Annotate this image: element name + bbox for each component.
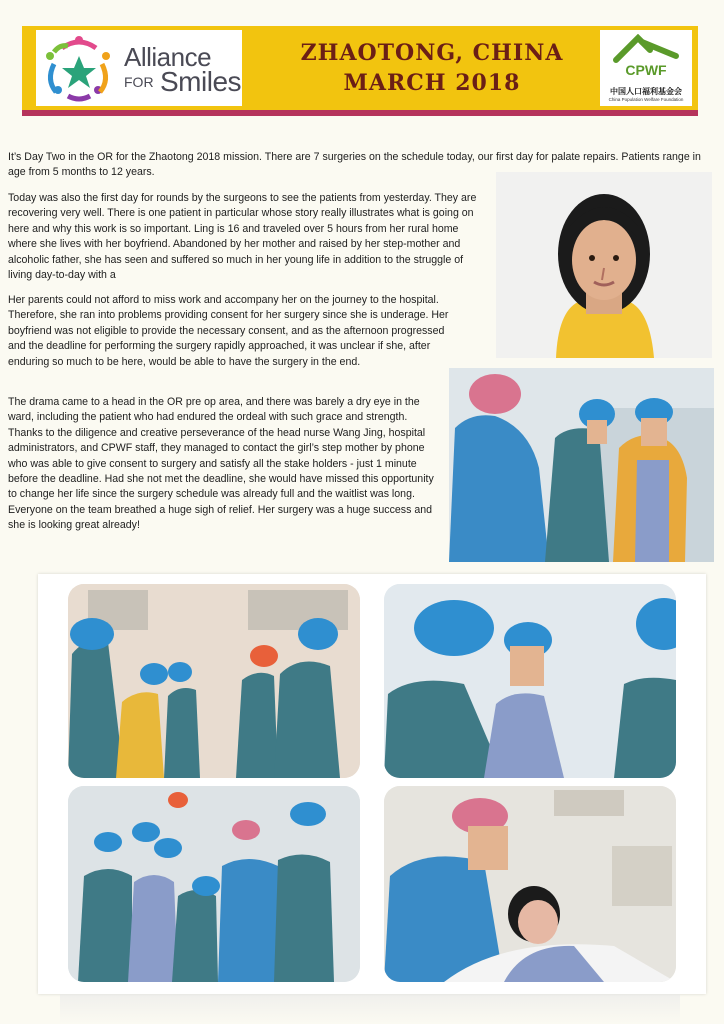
logo-text-smiles: Smiles — [160, 66, 242, 97]
alliance-for-smiles-logo — [36, 30, 242, 106]
story-paragraph-3: The drama came to a head in the OR pre op area, and there was barely a dry eye in the ward, including the patient who had endured the ordeal with such grace and strength. Thanks to the diligence and creative perseverance of the head nurse Wang Jing, hospital administrators, and CPWF staff, they managed to contact the girl’s step mother by phone who was able to give consent to surgery and satisfy all the stake holders - just 1 minute before the deadline. Had she not met the deadline, she would have missed this opportunity to change her life since the surgery schedule was already full and the waitlist was long. Everyone on the team breathed a huge sigh of relief. Her surgery was a huge success and she is looking great already! — [8, 396, 434, 532]
patient-portrait-photo — [496, 172, 712, 358]
cpwf-chinese-name: 中国人口福利基金会 — [610, 87, 682, 96]
story-paragraph-1: Today was also the first day for rounds by the surgeons to see the patients from yesterday. They are recovering very well. There is one patient in particular whose story really illustrates what is going on here and why this work is so important. Ling is 16 and traveled over 5 hours from her rural home where she lives with her boyfriend. Abandoned by her mother and raised by her step-mother and alcoholic father, she has seen and suffered so much in her young life in addition to the struggle of living day-to-day with a — [8, 192, 477, 282]
gallery-photo-recovery — [384, 786, 676, 982]
photo-gallery — [38, 574, 706, 994]
ward-consultation-photo — [449, 368, 714, 562]
gallery-photo-preop-group — [68, 584, 360, 778]
header-banner — [22, 26, 698, 116]
gallery-photo-exam — [384, 584, 676, 778]
logo-text-for: FOR — [124, 74, 154, 90]
cpwf-abbr: CPWF — [625, 62, 667, 78]
gallery-photo-team — [68, 786, 360, 982]
cpwf-swoosh-icon — [608, 34, 684, 64]
story-paragraph-2: Her parents could not afford to miss work and accompany her on the journey to the hospital. Therefore, she ran into problems providing consent for her surgery since she is underage. Her boyfriend was not eligible to provide the necessary consent, and as the afternoon progressed and the deadline for performing the surgery rapidly approached, it was unclear if she, after enduring so much to be here, would be able to have the surgery in the end. — [8, 294, 449, 368]
gallery-reflection — [60, 994, 680, 1024]
page-title-location: ZHAOTONG, CHINA — [300, 40, 564, 66]
smiles-star-icon — [40, 34, 118, 102]
intro-paragraph: It’s Day Two in the OR for the Zhaotong 2018 mission. There are 7 surgeries on the schedule today, our first day for palate repairs. Patients range in age from 5 months to 12 years. — [8, 151, 701, 179]
page-title-date: MARCH 2018 — [343, 70, 521, 96]
cpwf-english-name: China Population Welfare Foundation — [608, 97, 684, 102]
cpwf-logo — [600, 30, 692, 106]
logo-text-alliance: Alliance — [124, 42, 212, 72]
